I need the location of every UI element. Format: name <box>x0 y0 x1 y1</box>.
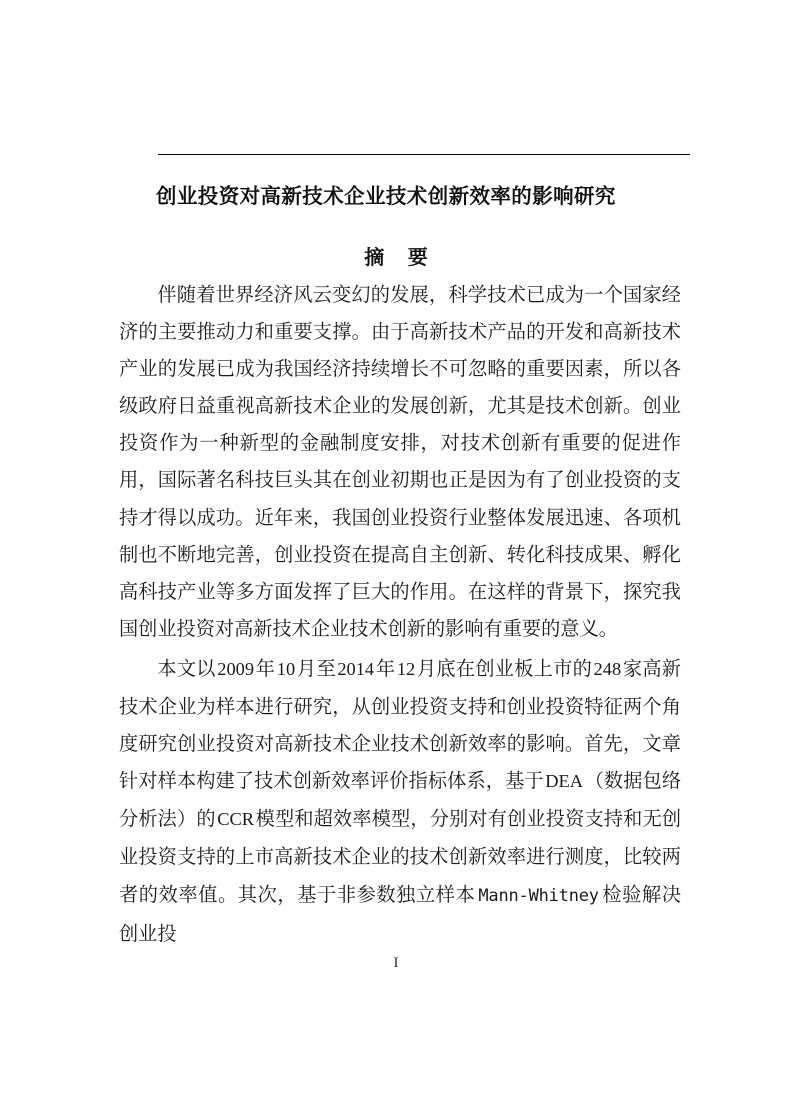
abstract-paragraph-2 <box>119 650 681 952</box>
method-name-dea: DEA <box>545 771 583 792</box>
paragraph-2-text-part-4: 年 <box>375 656 396 680</box>
study-period-end-year: 2014 <box>337 658 375 679</box>
paragraph-1-text: 伴随着世界经济风云变幻的发展，科学技术已成为一个国家经济的主要推动力和重要支撑。由于高新技术产品的开发和高新技术产业的发展已成为我国经济持续增长不可忽略的重要因素，所以各级政府日益重视高新技术企业的发展创新，尤其是技术创新。创业投资作为一种新型的金融制度安排，对技术创新有重要的促进作用，国际著名科技巨头其在创业初期也正是因为有了创业投资的支持才得以成功。近年来，我国创业投资行业整体发展迅速、各项机制也不断地完善，创业投资在提高自主创新、转化科技成果、孵化高科技产业等多方面发挥了巨大的作用。在这样的背景下，探究我国创业投资对高新技术企业技术创新的影响有重要的意义。 <box>119 283 681 640</box>
section-heading-abstract: 摘 要 <box>364 246 437 269</box>
abstract-body <box>119 276 681 952</box>
abstract-paragraph-1 <box>119 276 681 647</box>
paragraph-2-text-part-9: 检验解决创业投 <box>119 882 682 945</box>
paragraph-2-text-part-3: 月至 <box>296 656 336 680</box>
paragraph-2-text-part-1: 本文以 <box>157 656 216 680</box>
paragraph-2-text-part-7: （数据包络分析法）的 <box>119 769 682 831</box>
study-period-end-month: 12 <box>396 658 416 679</box>
study-period-start-year: 2009 <box>217 658 255 679</box>
header-rule <box>158 154 690 155</box>
paragraph-2-text-part-8: 模型和超效率模型，分别对有创业投资支持和无创业投资支持的上市高新技术企业的技术创新效率进行测度，比较两者的效率值。其次，基于非参数独立样本 <box>119 807 682 906</box>
test-name-mann-whitney: Mann-Whitney <box>478 885 599 906</box>
model-name-ccr: CCR <box>217 809 255 830</box>
page-title: 创业投资对高新技术企业技术创新效率的影响研究 <box>156 184 616 208</box>
sample-size-value: 248 <box>593 658 622 679</box>
paragraph-2-text-part-6: 家高新技术企业为样本进行研究，从创业投资支持和创业投资特征两个角度研究创业投资对高新技术企业技术创新效率的影响。首先，文章针对样本构建了技术创新效率评价指标体系，基于 <box>119 656 681 793</box>
study-period-start-month: 10 <box>276 658 296 679</box>
paragraph-2-text-part-5: 月底在创业板上市的 <box>416 656 593 680</box>
page-number: I <box>393 955 399 971</box>
paragraph-2-text-part-2: 年 <box>255 656 276 680</box>
